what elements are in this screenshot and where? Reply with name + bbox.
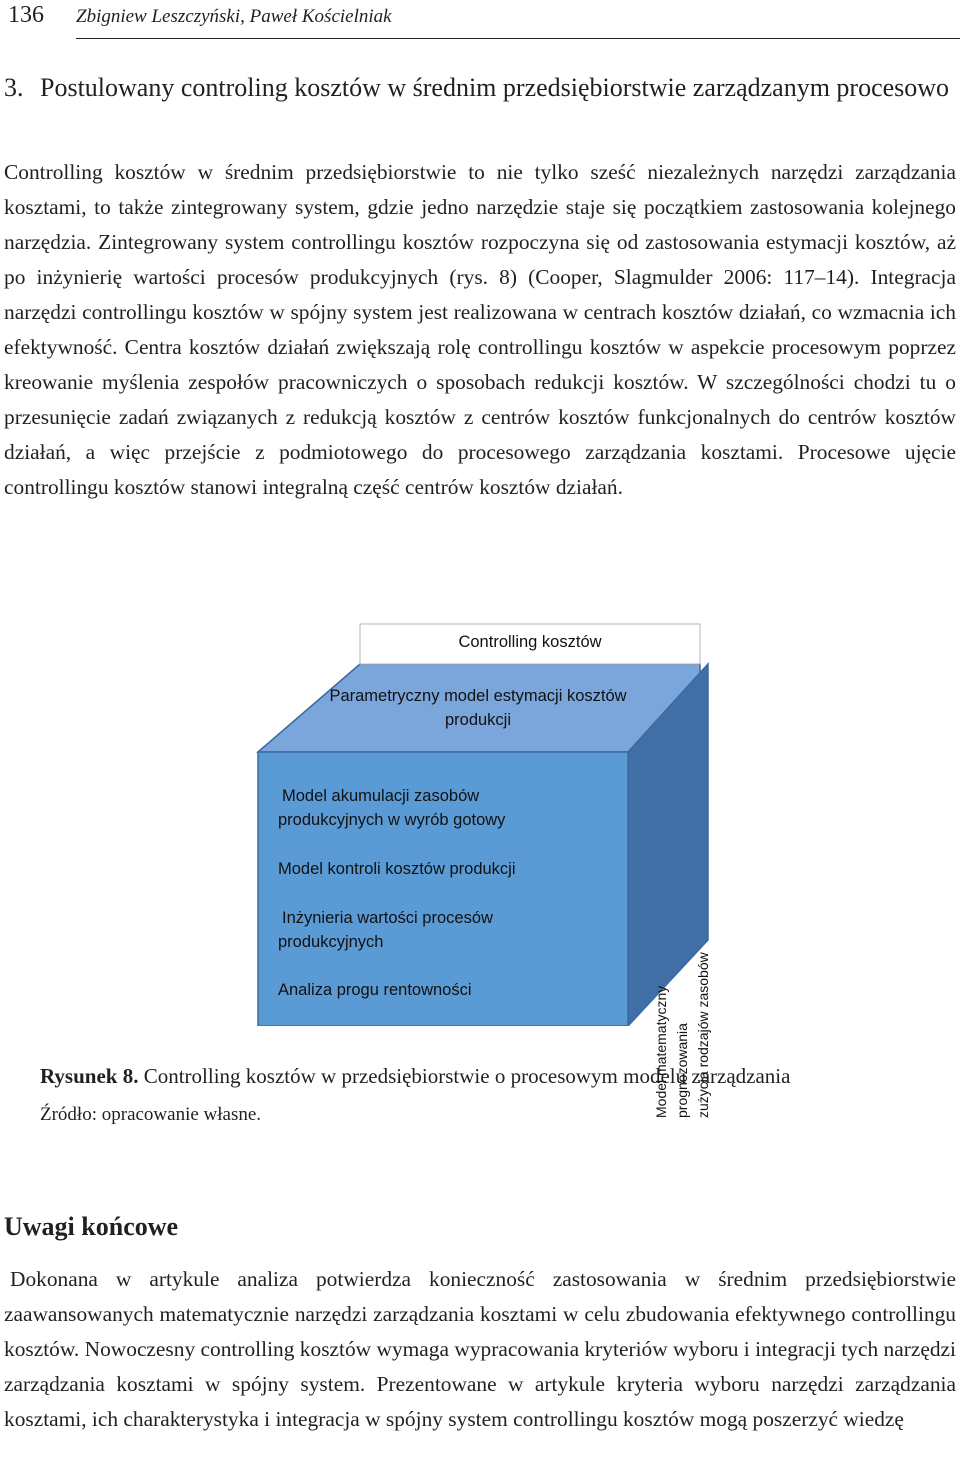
closing-heading: Uwagi końcowe [4, 1212, 179, 1241]
section-title-text: Postulowany controling kosztów w średnim przedsiębiorstwie zarządzanym procesowo [40, 73, 950, 102]
figure-caption [40, 1062, 790, 1090]
front-item-akumulacja [278, 784, 602, 832]
box-title: Controlling kosztów [458, 633, 602, 651]
top-face-label [256, 684, 700, 732]
section-title [4, 70, 956, 105]
top-face-line: produkcji [444, 711, 512, 729]
figure-source: Źródło: opracowanie własne. [40, 1104, 262, 1125]
page-number: 136 [8, 2, 44, 28]
side-face-line: zużycia rodzajów zasobów [695, 952, 711, 1118]
side-face-line: prognozowania [674, 1023, 690, 1118]
top-face-line: Parametryczny model estymacji kosztów [329, 687, 627, 705]
front-item-analiza: Analiza progu rentowności [278, 981, 472, 999]
page-header [4, 0, 956, 40]
closing-paragraph: Dokonana w artykule analiza potwierdza konieczność zastosowania w średnim przedsiębiorstwie zaawansowanych matematycznie narzędzi zarządzania kosztami w celu zbudowania efektywnego controllingu kosztów. Nowoczesny controlling kosztów wymaga wypracowania kryteriów wyboru i integracji tych narzędzi zarządzania kosztami w spójny system. Prezentowane w artykule kryteria wyboru narzędzi zarządzania kosztami, ich charakterystyka i integracja w spójny system controllingu kosztów mogą poszerzyć wiedzę [4, 1267, 956, 1431]
front-item-inzynieria [278, 906, 598, 954]
caption-text: Controlling kosztów w przedsiębiorstwie o procesowym modelu zarządzania [143, 1064, 791, 1088]
front-item-line: Model akumulacji zasobów [282, 787, 480, 805]
front-item-line: produkcyjnych [278, 933, 384, 951]
front-item-kontrola: Model kontroli kosztów produkcji [278, 860, 516, 878]
front-item-line: produkcyjnych w wyrób gotowy [278, 811, 506, 829]
front-item-line: Inżynieria wartości procesów [282, 909, 493, 927]
body-paragraph: Controlling kosztów w średnim przedsiębiorstwie to nie tylko sześć niezależnych narzędzi zarządzania kosztami, to także zintegrowany system, gdzie jedno narzędzie staje się początkiem zastosowania kolejnego narzędzia. Zintegrowany system controllingu kosztów rozpoczyna się od zastosowania estymacji kosztów, aż po inżynierię wartości procesów produkcyjnych (rys. 8) (Cooper, Slagmulder 2006: 117–14). Integracja narzędzi controllingu kosztów w spójny system jest realizowana w centrach kosztów działań, co wzmacnia ich efektywność. Centra kosztów działań zwiększają rolę controllingu kosztów w aspekcie procesowym poprzez kreowanie myślenia zespołów pracowniczych o sposobach redukcji kosztów. W szczególności chodzi tu o przesunięcie zadań związanych z redukcją kosztów z centrów kosztów funkcjonalnych do centrów kosztów działań, a więc przejście z podmiotowego do procesowego zarządzania kosztami. Procesowe ujęcie controllingu kosztów stanowi integralną część centrów kosztów działań. [4, 160, 956, 499]
running-head: Zbigniew Leszczyński, Paweł Kościelniak [76, 6, 392, 27]
header-rule [76, 38, 960, 39]
caption-label: Rysunek 8. [40, 1064, 139, 1088]
section-number: 3. [4, 73, 24, 102]
side-face-line: Model matematyczny [653, 985, 669, 1118]
